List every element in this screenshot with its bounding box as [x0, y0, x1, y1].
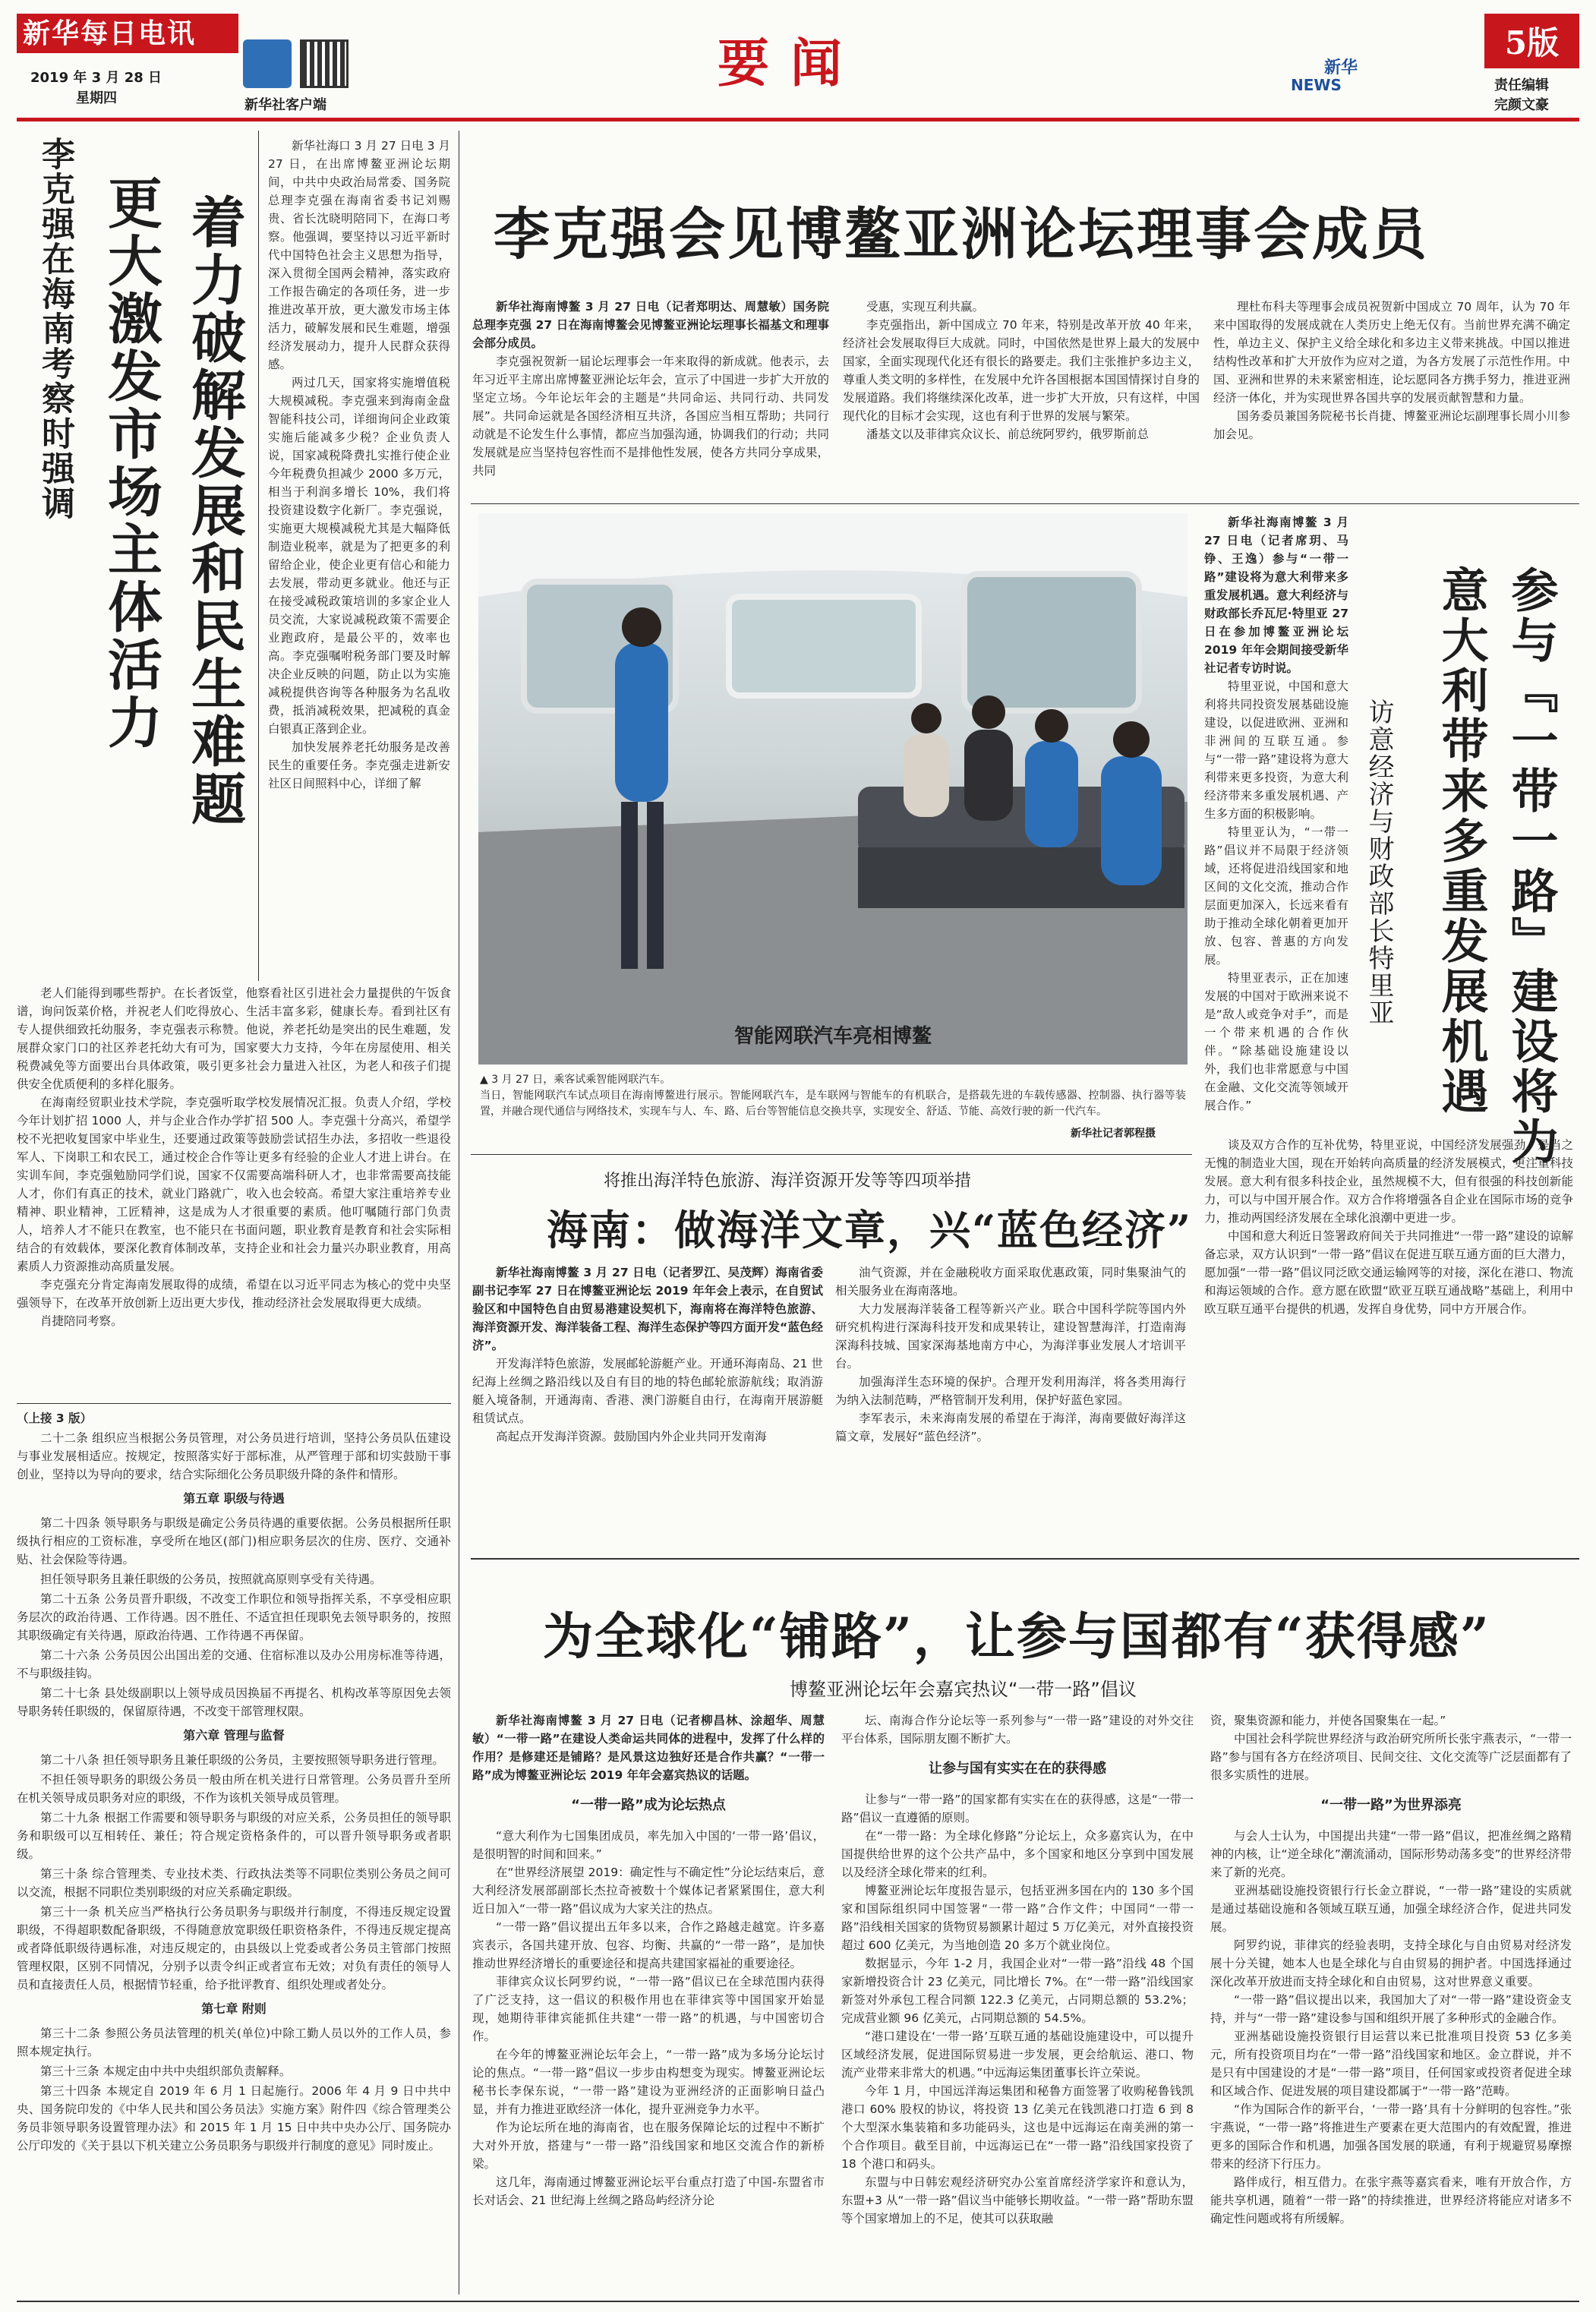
section-title: 要闻: [718, 33, 864, 94]
paragraph: 博鳌亚洲论坛年度报告显示，包括亚洲多国在内的 130 多个国家和国际组织同中国签署“一带一路”合作文件；中国同“一带一路”沿线相关国家的货物贸易额累计超过 5 万亿美元，对外直接投资超过 600 亿美元，为当地创造 20 多万个就业岗位。: [841, 1884, 1194, 1952]
paragraph: 亚洲基础设施投资银行行长金立群说，“一带一路”建设的实质就是通过基础设施和各领域互联互通，加强全球经济合作，促进共同发展。: [1210, 1884, 1572, 1934]
paragraph: 加强海洋生态环境的保护。合理开发利用海洋，将各类用海行为纳入法制范畴，严格管制开发利用，保护好蓝色家园。: [835, 1375, 1186, 1407]
paragraph: 中国和意大利近日签署政府间关于共同推进“一带一路”建设的谅解备忘录，双方认识到“一带一路”倡议在促进互联互通方面的巨大潜力，愿加强“一带一路”倡议同泛欧交通运输网等的对接，深化在港口、物流和海运领域的合作。意方愿在欧盟“欧亚互联互通战略”基础上，利用中欧互联互通平台提供的机遇，发挥自身优势，同中方开展合作。: [1204, 1229, 1573, 1316]
paragraph: 油气资源，并在金融税收方面采取优惠政策，同时集聚油气的相关服务业在海南落地。: [835, 1266, 1186, 1298]
photo-credit: 新华社记者郭程摄: [1071, 1128, 1156, 1140]
article: 第二十四条 领导职务与职级是确定公务员待遇的重要依据。公务员根据所任职级执行相应的工资标准，享受所在地区(部门)相应职务层次的住房、医疗、交通补贴、社会保险等待遇。: [17, 1516, 451, 1566]
paragraph: 特里亚表示，正在加速发展的中国对于欧洲来说不是“敌人或竞争对手”，而是一个带来机遇的合作伙伴。“除基础设施建设以外，我们也非常愿意与中国在金融、文化交流等领域开展合作。”: [1204, 971, 1348, 1112]
paragraph: “作为国际合作的新平台，‘一带一路’具有十分鲜明的包容性。”张宇燕说，“一带一路”将推进生产要素在更大范围内的有效配置，推进更多的国际合作和机遇，加强各国发展的联通，有利于规避贸易摩擦带来的经济下行压力。: [1210, 2102, 1572, 2171]
paragraph: 高起点开发海洋资源。鼓励国内外企业共同开发南海: [496, 1430, 767, 1443]
left-story-end-rule: [17, 1403, 451, 1404]
article: 担任领导职务且兼任职级的公务员，按照就高原则享受有关待遇。: [40, 1572, 382, 1586]
article: 第三十四条 本规定自 2019 年 6 月 1 日起施行。2006 年 4 月 9 日中共中央、国务院印发的《中华人民共和国公务员法》实施方案》附件四《综合管理类公务员非领导职务设置管理办法》和 2015 年 1 月 15 日中共中央办公厅、国务院办公厅印发的《关于县以下机关建立公务员职务与职级并行制度的意见》同时废止。: [17, 2084, 451, 2153]
lead-paragraph: 新华社海南博鳌 3 月 27 日电（记者罗江、吴茂辉）海南省委副书记李军 27 日在博鳌亚洲论坛 2019 年年会上表示，在自贸试验区和中国特色自由贸易港建设契机下，海南将在海洋特色旅游、海洋资源开发、海洋装备工程、海洋生态保护等四方面开发“蓝色经济”。: [472, 1266, 823, 1352]
paragraph: 特里亚认为，“一带一路”倡议并不局限于经济领域，还将促进沿线国家和地区间的文化交流，推动合作层面更加深入，长远来看有助于推动全球化朝着更加开放、包容、普惠的方向发展。: [1204, 825, 1348, 967]
paragraph: 中国社会科学院世界经济与政治研究所所长张宇燕表示，“一带一路”参与国有各方在经济项目、民间交往、文化交流等广泛层面都有了很多实质性的进展。: [1210, 1732, 1572, 1782]
left-divider: [258, 131, 259, 981]
top-col-2: [843, 298, 1200, 497]
paragraph: 潘基文以及菲律宾众议长、前总统阿罗约，俄罗斯前总: [866, 427, 1150, 441]
hainan-top-rule: [471, 1154, 1192, 1155]
paragraph: 数据显示，今年 1-2 月，我国企业对“一带一路”沿线 48 个国家新增投资合计 23 亿美元，同比增长 7%。在“一带一路”沿线国家新签对外承包工程合同额 122.3 亿美元，占同期总额的 53.2%；完成营业额 96 亿美元，占同期总额的 54.5%。: [841, 1957, 1194, 2025]
paragraph: 新华社海口 3 月 27 日电 3 月 27 日，在出席博鳌亚洲论坛期间，中共中央政治局常委、国务院总理李克强在海南省委书记刘赐贵、省长沈晓明陪同下，在海口考察。他强调，要坚持以习近平新时代中国特色社会主义思想为指导，深入贯彻全国两会精神，落实政府工作报告确定的各项任务，进一步推进改革开放，更大激发市场主体活力，破解发展和民生难题，增强经济发展动力，提升人民群众获得感。: [268, 139, 450, 371]
top-col-1: [472, 298, 829, 497]
paragraph: 在“一带一路：为全球化修路”分论坛上，众多嘉宾认为，在中国提供给世界的这个公共产品中，多个国家和地区分享到中国发展以及经济全球化带来的红利。: [841, 1829, 1194, 1879]
paragraph: 国务委员兼国务院秘书长肖捷、博鳌亚洲论坛副理事长周小川参加会见。: [1213, 409, 1570, 441]
news-photo: [478, 513, 1188, 1065]
subheading: “一带一路”为世界添亮: [1320, 1797, 1462, 1813]
article: 第二十八条 担任领导职务且兼任职级的公务员，主要按照领导职务进行管理。: [40, 1753, 444, 1767]
chapter-heading: 第七章 附则: [201, 2001, 267, 2016]
paragraph: 开发海洋特色旅游，发展邮轮游艇产业。开通环海南岛、21 世纪海上丝绸之路沿线以及自有目的地的特色邮轮旅游航线；取消游艇入境备制，开通海南、香港、澳门游艇自由行，在海南开展游艇租赁试点。: [472, 1357, 823, 1425]
masthead-rule: [17, 118, 1579, 121]
subheading: 让参与国有实实在在的获得感: [929, 1761, 1106, 1777]
paragraph: 今年 1 月，中国远洋海运集团和秘鲁方面签署了收购秘鲁钱凯港口 60% 股权的协议，将投资 13 亿美元在钱凯港口打造 6 到 8 个大型深水集装箱和多功能码头，这也是中远海运在南美洲的第一个合作项目。截至目前，中远海运已在“一带一路”沿线国家投资了 18 个港口和码头。: [841, 2084, 1194, 2171]
editor-name: 完颜文豪: [1494, 97, 1549, 113]
paragraph: 特里亚说，中国和意大利将共同投资发展基础设施建设，以促进欧洲、亚洲和非洲间的互联互通。参与“一带一路”建设将为意大利带来更多投资，为意大利经济带来多重发展机遇、产生多方面的积极影响。: [1204, 680, 1348, 821]
bottom-col-1: [472, 1711, 825, 2298]
regulations-text: [17, 1409, 451, 2298]
article: 第二十五条 公务员晋升职级，不改变工作职位和领导指挥关系，不享受相应职务层次的政治待遇、工作待遇。因不胜任、不适宜担任现职免去领导职务的，按照其职级确定有关待遇，原政治待遇、工作待遇不再保留。: [17, 1592, 451, 1642]
chapter-heading: 第五章 职级与待遇: [183, 1491, 285, 1506]
xinhua-news-logo-icon: [1291, 50, 1358, 99]
article: 第二十九条 根据工作需要和领导职务与职级的对应关系，公务员担任的领导职务和职级可以互相转任、兼任；符合规定资格条件的，可以晋升领导职务或者职级。: [17, 1811, 451, 1861]
continued-label: （上接 3 版）: [17, 1411, 93, 1425]
left-body-top: [268, 137, 450, 979]
italy-body-wide: [1204, 1136, 1573, 1552]
hainan-headline: 海南：做海洋文章，兴“蓝色经济”: [547, 1206, 1193, 1254]
paragraph: 肖捷陪同考察。: [40, 1314, 123, 1328]
article: 第二十六条 公务员因公出国出差的交通、住宿标准以及办公用房标准等待遇，不与职级挂钩。: [17, 1648, 451, 1680]
bottom-col-2: [841, 1711, 1194, 2298]
article: 第二十七条 县处级副职以上领导成员因换届不再提名、机构改革等原因免去领导职务转任职级的，保留原待遇，不改变干部管理权限。: [17, 1686, 451, 1718]
left-body-wide: [17, 984, 451, 1399]
article: 不担任领导职务的职级公务员一般由所在机关进行日常管理。公务员晋升至所在机关领导成员职务对应的职级，不作为该机关领导成员管理。: [17, 1773, 451, 1805]
page-bottom-rule: [17, 2301, 1579, 2302]
paragraph: 东盟与中日韩宏观经济研究办公室首席经济学家许和意认为，东盟+3 从“一带一路”倡议当中能够长期收益。“一带一路”帮助东盟等个国家增加上的不足，使其可以获取融: [841, 2175, 1194, 2225]
photo-overlay-title: 智能网联汽车亮相博鳌: [733, 1025, 932, 1048]
paragraph: 路伴成行，相互借力。在张宇燕等嘉宾看来，唯有开放合作，方能共享机遇，随着“一带一路”的持续推进，世界经济将能应对诸多不确定性问题或将有所缓解。: [1210, 2175, 1572, 2225]
paragraph: “意大利作为七国集团成员，率先加入中国的‘一带一路’倡议，是很明智的时间和回来。”: [472, 1829, 825, 1861]
paragraph: 李克强充分肯定海南发展取得的成绩，希望在以习近平同志为核心的党中央坚强领导下，在改革开放创新上迈出更大步伐，推动经济社会发展取得更大成绩。: [17, 1278, 451, 1310]
left-headline-2: 更大激发市场主体活力: [99, 175, 163, 752]
paragraph: 两过几天，国家将实施增值税大规模减税。李克强来到海南金盘智能科技公司，详细询问企业政策实施后能减多少税？企业负责人说，国家减税降费扎实推行使企业今年税费负担减少 2000 多万元，相当于利润多增长 10%，我们将投资建设数字化新厂。李克强说，实施更大规模减税尤其是大幅降低制造业税率，就是为了把更多的利留给企业，使企业更有信心和能力去发展，带动更多就业。他还与正在接受减税政策培训的多家企业人员交流，大家说减税政策不需要企业跑政府，是最公平的，效率也高。李克强嘱咐税务部门要及时解决企业反映的问题，防止以为实施减税提供咨询等各种服务为名乱收费，抵消减税效果，把减税的真金白银真正落到企业。: [268, 376, 450, 736]
qr-code-icon[interactable]: [300, 39, 349, 88]
chapter-heading: 第六章 管理与监督: [183, 1728, 285, 1743]
paragraph: 加快发展养老托幼服务是改善民生的重要任务。李克强走进新安社区日间照料中心，详细了解: [268, 740, 450, 790]
top-col-3: [1213, 298, 1570, 497]
paragraph: 受惠，实现互利共赢。: [866, 300, 985, 314]
paragraph: “港口建设在‘一带一路’互联互通的基础设施建设中，可以提升区域经济发展，促进国际贸易进一步发展，更会给航运、港口、物流产业带来非常大的机遇。”中远海运集团董事长许立荣说。: [841, 2030, 1194, 2080]
italy-body-narrow: [1204, 513, 1348, 1128]
paragraph: “一带一路”倡议提出以来，我国加大了对“一带一路”建设资金支持，并与“一带一路”建设参与国和组织开展了多种形式的金融合作。: [1210, 1993, 1572, 2025]
article: 第三十三条 本规定由中共中央组织部负责解释。: [40, 2064, 292, 2078]
logo-sub: NEWS: [1291, 76, 1342, 94]
paragraph: 李军表示，未来海南发展的希望在于海洋，海南要做好海洋这篇文章，发展好“蓝色经济”。: [835, 1411, 1186, 1443]
italy-kicker: 访意经济与财政部长特里亚: [1364, 699, 1394, 1027]
paragraph: 让参与“一带一路”的国家都有实实在在的获得感，这是“一带一路”倡议一直遵循的原则。: [841, 1793, 1194, 1825]
brand-name: 新华每日电讯: [23, 17, 197, 49]
editor-label: 责任编辑: [1494, 77, 1549, 93]
paragraph: 资，聚集资源和能力，并使各国聚集在一起。”: [1210, 1714, 1446, 1727]
bus-interior-illustration: [478, 513, 1188, 1065]
paragraph: 在今年的博鳌亚洲论坛年会上，“一带一路”成为多场分论坛讨论的焦点。“一带一路”倡议一步步由构想变为现实。博鳌亚洲论坛秘书长李保东说，“一带一路”建设为亚洲经济的正面影响日益凸显，并有力推进亚欧经济一体化，提升亚洲竞争力水平。: [472, 2048, 825, 2116]
paragraph: 大力发展海洋装备工程等新兴产业。联合中国科学院等国内外研究机构进行深海科技开发和成果转让，建设智慧海洋，打造南海深海科技城、国家深海基地南方中心，为海洋事业发展人才培训平台。: [835, 1302, 1186, 1370]
top-story-rule: [471, 503, 1579, 504]
page-number: 5版: [1504, 24, 1560, 62]
client-label: 新华社客户端: [244, 97, 326, 113]
paragraph: 坛、南海合作分论坛等一系列参与“一带一路”建设的对外交往平台体系，国际朋友圈不断扩大。: [841, 1714, 1194, 1746]
bottom-col-3: [1210, 1711, 1572, 2298]
paragraph: “一带一路”倡议提出五年多以来，合作之路越走越宽。许多嘉宾表示，各国共建开放、包容、均衡、共赢的“一带一路”，是加快推动世界经济增长的重要途径和提高共建国家福祉的重要途径。: [472, 1920, 825, 1970]
lead-paragraph: 新华社海南博鳌 3 月 27 日电（记者郑明达、周慧敏）国务院总理李克强 27 日在海南博鳌会见博鳌亚洲论坛理事长福基文和理事会部分成员。: [472, 300, 829, 350]
hainan-col-1: [472, 1263, 823, 1552]
left-kicker: 李克强在海南考察时强调: [36, 137, 74, 521]
paragraph: 菲律宾众议长阿罗约说，“一带一路”倡议已在全球范围内获得了广泛支持，这一倡议的积极作用也在菲律宾等中国国家开始显现，她期待菲律宾能抓住共建“一带一路”的机遇，与中国密切合作。: [472, 1975, 825, 2043]
paragraph: 在“世界经济展望 2019：确定性与不确定性”分论坛结束后，意大利经济发展部副部长杰拉奇被数十个媒体记者紧紧围住，意大利近日加入“一带一路”倡议成为大家关注的热点。: [472, 1866, 825, 1916]
paragraph: 这几年，海南通过博鳌亚洲论坛平台重点打造了中国-东盟省市长对话会、21 世纪海上丝绸之路岛屿经济分论: [472, 2175, 825, 2207]
article: 第三十条 综合管理类、专业技术类、行政执法类等不同职位类别公务员之间可以交流，根据不同职位类别职级的对应关系确定职级。: [17, 1867, 451, 1899]
hainan-col-2: [835, 1263, 1186, 1552]
lead-paragraph: 新华社海南博鳌 3 月 27 日电（记者席玥、马铮、王逸）参与“一带一路”建设将为意大利带来多重发展机遇。意大利经济与财政部长乔瓦尼·特里亚 27 日在参加博鳌亚洲论坛 2019 年年会期间接受新华社记者专访时说。: [1204, 516, 1348, 675]
paragraph: 理杜布科夫等理事会成员祝贺新中国成立 70 周年，认为 70 年来中国取得的发展成就在人类历史上绝无仅有。当前世界充满不确定性，单边主义、保护主义给全球化和多边主义带来挑战。中国以推进结构性改革和扩大开放作为应对之道，为各方发展了示范性作用。中国、亚洲和世界的未来紧密相连，论坛愿同各方携手努力，推进亚洲经济一体化，并为实现世界各国共享的发展贡献智慧和力量。: [1213, 300, 1570, 405]
bottom-subtitle: 博鳌亚洲论坛年会嘉宾热议“一带一路”倡议: [790, 1679, 1137, 1700]
bottom-headline: 为全球化“铺路”，让参与国都有“获得感”: [543, 1607, 1490, 1666]
article: 第三十一条 机关应当严格执行公务员职务与职级并行制度，不得违反规定设置职级，不得超职数配备职级，不得随意放宽职级任职资格条件，不得违反规定提高或者降低职级待遇标准，对违反规定的，由县级以上党委或者公务员主管部门按照管理权限，区别不同情况，分别予以责令纠正或者宣布无效；对负有责任的领导人员和直接责任人员，根据情节轻重，给予批评教育、组织处理或者处分。: [17, 1905, 451, 1992]
paragraph: 在海南经贸职业技术学院，李克强听取学校发展情况汇报。负责人介绍，学校今年计划扩招 1000 人，并与企业合作办学扩招 500 人。李克强十分高兴，希望学校不光把收复国家中毕业生，还要通过政策等鼓励尝试招生办法，多招收一些退役军人、下岗职工和农民工，通过校企合作等让更多有经验的企业人才进上讲台。在实训车间，李克强勉励同学们说，国家不仅需要高端科研人才，也非常需要高技能人才，你们有真正的技术，就业门路就广，收入也会较高。希望大家注重培养专业精神、职业精神，工匠精神，这是成为人才很重要的素质。他叮嘱随行部门负责人，培养人才不能只在教室，也不能只在书面问题，职业教育是教育和社会实际相结合的有效载体，要深化教育体制改革，支持企业和社会力量兴办职业教育，用高素质人力资源推动高质量发展。: [17, 1096, 451, 1273]
left-headline-1: 着力破解发展和民生难题: [182, 194, 247, 828]
article: 第三十二条 参照公务员法管理的机关(单位)中除工勤人员以外的工作人员，参照本规定执行。: [17, 2027, 451, 2058]
app-icon: [243, 39, 292, 88]
lead-paragraph: 新华社海南博鳌 3 月 27 日电（记者柳昌林、涂超华、周慧敏）“一带一路”在建设人类命运共同体的进程中，发挥了什么样的作用？是修建还是铺路？是风景这边独好还是合作共赢？“一带一路”成为博鳌亚洲论坛 2019 年年会嘉宾热议的话题。: [472, 1714, 825, 1782]
paragraph: 阿罗约说，菲律宾的经验表明，支持全球化与自由贸易对经济发展十分关键，她本人也是全球化与自由贸易的拥护者。中国选择通过深化改革开放进而支持全球化和自由贸易，这对世界意义重要。: [1210, 1938, 1572, 1989]
issue-weekday: 星期四: [76, 90, 117, 106]
italy-headline: 参与『一带一路』建设将为意大利带来多重发展机遇: [1434, 566, 1559, 1167]
paragraph: 谈及双方合作的互补优势，特里亚说，中国经济发展强劲，是当之无愧的制造业大国，现在开始转向高质量的经济发展模式，更注重科技发展。意大利有很多科技企业，虽然规模不大，但有很强的科技创新能力，可以与中国开展合作。双方合作将增强各自企业在国际市场的竞争力，推动两国经济发展在全球化浪潮中更进一步。: [1204, 1138, 1573, 1225]
paragraph: 李克强祝贺新一届论坛理事会一年来取得的新成就。他表示，去年习近平主席出席博鳌亚洲论坛年会，宣示了中国进一步扩大开放的坚定立场。今年论坛年会的主题是“共同命运、共同行动、共同发展”。共同命运就是各国经济相互共济，各国应当相互帮助；共同行动就是不论发生什么事情，都应当加强沟通，协调我们的行动；共同发展就是应当坚持包容性而不是排他性发展，使各方共同分享成果，共同: [472, 355, 829, 478]
bottom-story-rule: [471, 1558, 1579, 1560]
logo-text: 新华: [1323, 58, 1358, 77]
paragraph: 亚洲基础设施投资银行目运营以来已批准项目投资 53 亿多美元，所有投资项目均在“一带一路”沿线国家和地区。金立群说，并不是只有中国建设的才是“一带一路”项目，任何国家或投资者促进全球和区域合作、促进发展的项目建设都属于“一带一路”范畴。: [1210, 2030, 1572, 2098]
issue-date: 2019 年 3 月 28 日: [30, 70, 162, 86]
caption-text: ▲ 3 月 27 日，乘客试乘智能网联汽车。 当日，智能网联汽车试点项目在海南博鳌进行展示。智能网联汽车，是车联网与智能车的有机联合，是搭载先进的车载传感器、控制器、执行器等装置，并融合现代通信与网络技术，实现车与人、车、路、后台等智能信息交换共享，实现安全、舒适、节能、高效行驶的新一代汽车。: [480, 1074, 1186, 1118]
top-headline: 李克强会见博鳌亚洲论坛理事会成员: [494, 202, 1429, 267]
paragraph: 老人们能得到哪些帮护。在长者饭堂，他察看社区引进社会力量提供的午饭食谱，询问饭菜价格，并祝老人们吃得放心、生活丰富多彩，健康长寿。看到社区有专人提供细致托幼服务，李克强表示称赞。他说，养老托幼是突出的民生难题，发展群众家门口的社区养老托幼大有可为，国家要大力支持，今年在房屋使用、相关税费减免等方面要出台具体政策，吸引更多社会力量进入社区，为老人和孩子们提供安全优质便利的多样化服务。: [17, 986, 451, 1091]
paragraph: 二十二条 组织应当根据公务员管理，对公务员进行培训，坚持公务员队伍建设与事业发展相适应。按规定，按照落实好于部标准，从严管理于部和切实鼓励干事创业，坚持以为导向的要求，结合实际细化公务员职级升降的条件和情形。: [17, 1431, 451, 1481]
hainan-subtitle: 将推出海洋特色旅游、海洋资源开发等等四项举措: [604, 1172, 972, 1191]
paragraph: 李克强指出，新中国成立 70 年来，特别是改革开放 40 年来，经济社会发展取得巨大成就。同时，中国依然是世界上最大的发展中国家，全面实现现代化还有很长的路要走。我们主张推护多边主义，尊重人类文明的多样性，在发展中允许各国根据本国国情探讨自身的发展道路。我们将继续深化改革，进一步扩大开放，只有这样，中国现代化的目标才会实现，这也有利于世界的发展与繁荣。: [843, 318, 1200, 423]
subheading: “一带一路”成为论坛热点: [571, 1797, 726, 1813]
paragraph: 作为论坛所在地的海南省，也在服务保障论坛的过程中不断扩大对外开放，搭建与“一带一路”沿线国家和地区交流合作的新桥梁。: [472, 2121, 825, 2171]
paragraph: 与会人士认为，中国提出共建“一带一路”倡议，把准丝绸之路精神的内核，让“逆全球化”潮流涌动，国际形势动荡多变”的世界经济带来了新的光亮。: [1210, 1829, 1572, 1879]
